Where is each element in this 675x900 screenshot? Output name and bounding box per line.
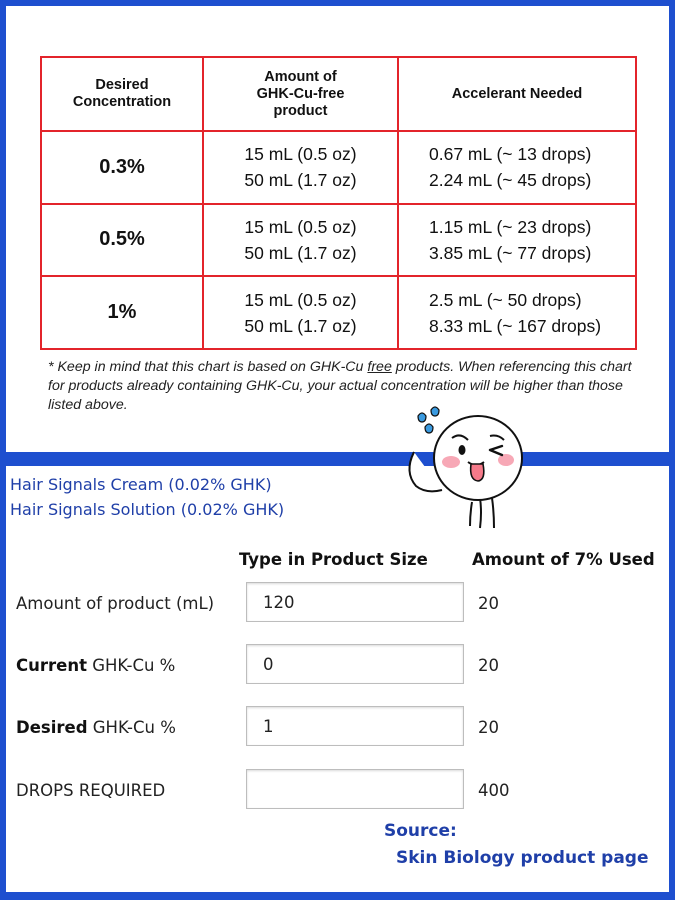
- dosing-table: [40, 56, 637, 350]
- label-text: DROPS REQUIRED: [16, 781, 166, 800]
- header-line: Desired: [95, 77, 149, 93]
- concentration-cell: 0.5%: [41, 204, 203, 277]
- accelerant-line: 1.15 mL (~ 23 drops): [429, 216, 592, 237]
- accelerant-line: 2.5 mL (~ 50 drops): [429, 289, 582, 310]
- header-line: product: [273, 102, 328, 119]
- label-bold: Desired: [16, 718, 88, 737]
- amount-cell: [203, 131, 398, 204]
- header-line: GHK-Cu-free: [256, 85, 345, 102]
- calculator-panel: [6, 466, 669, 892]
- amount-used-value: 20: [478, 656, 499, 675]
- label-text: GHK-Cu %: [87, 718, 176, 737]
- accelerant-line: 0.67 mL (~ 13 drops): [429, 144, 592, 165]
- accelerant-line: 8.33 mL (~ 167 drops): [429, 315, 602, 336]
- amount-used-value: 20: [478, 718, 499, 737]
- table-row: [41, 131, 636, 204]
- footnote-underlined: free: [367, 359, 392, 375]
- table-row: [41, 204, 636, 277]
- label-drops-required: [16, 781, 165, 800]
- header-line: Amount of: [264, 68, 337, 85]
- header-line: Concentration: [72, 94, 172, 110]
- amount-line: 15 mL (0.5 oz): [244, 289, 357, 310]
- link-hair-signals-solution[interactable]: Hair Signals Solution (0.02% GHK): [10, 500, 285, 519]
- sticker-drawing: [398, 400, 528, 540]
- footnote-end: products. When referencing this chart for products already containing GHK-Cu, your actual concentration will be higher than those listed above.: [48, 359, 632, 413]
- header-desired-concentration: [41, 57, 203, 131]
- amount-line: 50 mL (1.7 oz): [244, 315, 357, 336]
- label-current-ghk: [16, 656, 175, 675]
- accelerant-cell: [398, 131, 636, 204]
- source-text: Skin Biology product page: [396, 848, 649, 868]
- label-text: Amount of product (mL): [16, 594, 215, 613]
- table-header-row: [41, 57, 636, 131]
- accelerant-line: 2.24 mL (~ 45 drops): [429, 170, 592, 191]
- amount-line: 15 mL (0.5 oz): [244, 144, 357, 165]
- concentration-cell: 1%: [41, 276, 203, 349]
- accelerant-line: 3.85 mL (~ 77 drops): [429, 242, 592, 263]
- label-desired-ghk: [16, 718, 176, 737]
- link-hair-signals-cream[interactable]: Hair Signals Cream (0.02% GHK): [10, 475, 272, 494]
- amount-line: 50 mL (1.7 oz): [244, 242, 357, 263]
- winking-face-sticker-icon: [398, 400, 528, 540]
- product-size-input[interactable]: [246, 582, 464, 622]
- amount-used-value: 20: [478, 594, 499, 613]
- accelerant-cell: [398, 204, 636, 277]
- header-amount-product: [203, 57, 398, 131]
- column-header-product-size: Type in Product Size: [239, 550, 428, 569]
- drops-required-value: 400: [478, 781, 510, 800]
- dosing-chart-panel: [6, 6, 669, 452]
- header-line: Accelerant Needed: [451, 85, 583, 102]
- amount-line: 15 mL (0.5 oz): [244, 216, 357, 237]
- label-amount-of-product: [16, 594, 214, 613]
- amount-cell: [203, 204, 398, 277]
- accelerant-cell: [398, 276, 636, 349]
- drops-required-output[interactable]: [246, 769, 464, 809]
- label-bold: Current: [16, 656, 87, 675]
- source-label: Source:: [384, 821, 457, 841]
- amount-line: 50 mL (1.7 oz): [244, 170, 357, 191]
- desired-ghk-input[interactable]: [246, 706, 464, 746]
- amount-cell: [203, 276, 398, 349]
- header-accelerant-needed: [398, 57, 636, 131]
- column-header-amount-used: Amount of 7% Used: [472, 550, 655, 569]
- concentration-cell: 0.3%: [41, 131, 203, 204]
- label-text: GHK-Cu %: [86, 656, 176, 675]
- footnote-start: * Keep in mind that this chart is based on GHK-Cu: [48, 359, 368, 375]
- current-ghk-input[interactable]: [246, 644, 464, 684]
- chart-footnote: [48, 358, 648, 415]
- table-row: [41, 276, 636, 349]
